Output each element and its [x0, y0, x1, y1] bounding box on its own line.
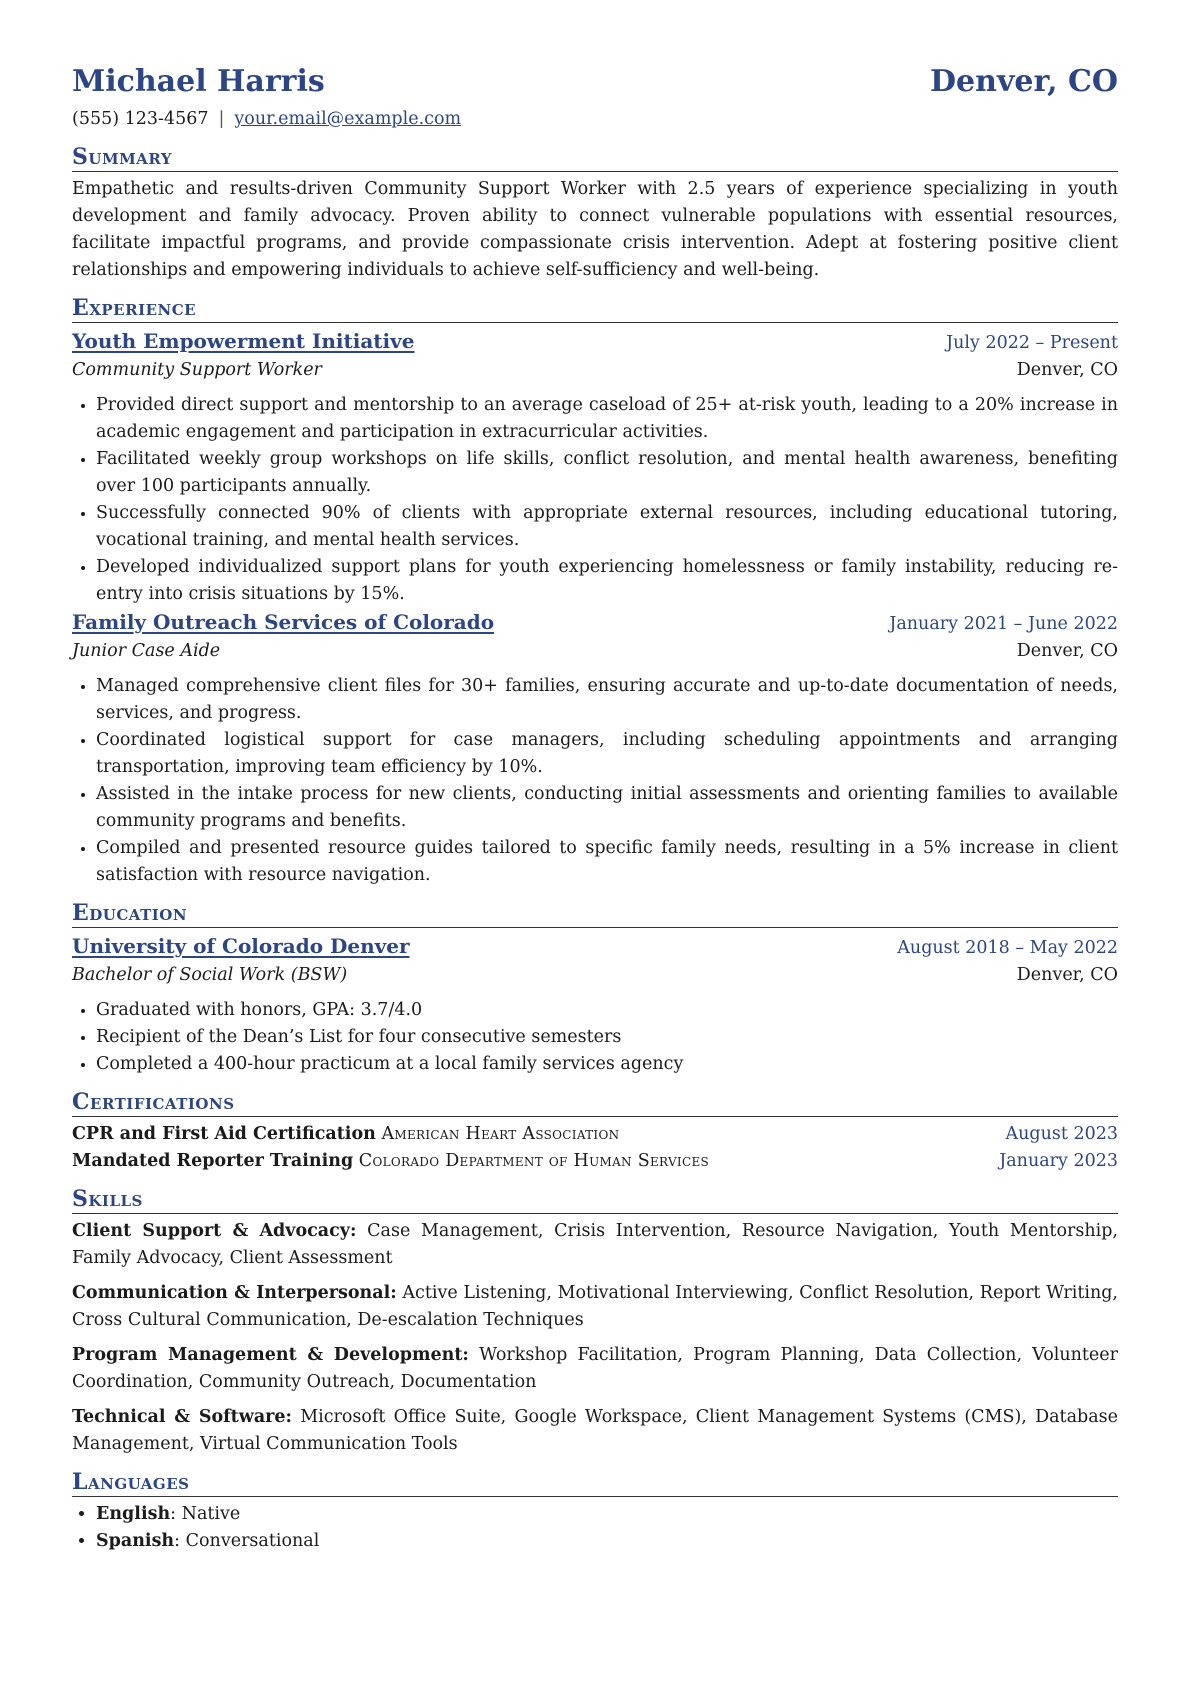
- languages-section: [72, 1468, 1118, 1555]
- skills-section: [72, 1185, 1118, 1458]
- skill-list: Microsoft Office Suite, Google Workspace, Client Management Systems (CMS), Database Management, Virtual Communication Tools: [72, 1407, 1118, 1454]
- job-title: Junior Case Aide: [72, 641, 221, 661]
- certification-date: January 2023: [999, 1151, 1118, 1171]
- skill-group: [72, 1404, 1118, 1458]
- email-link[interactable]: your.email@example.com: [234, 109, 462, 129]
- contact-separator: |: [218, 109, 225, 129]
- candidate-name: Michael Harris: [72, 64, 325, 99]
- contact-line: [72, 106, 1118, 133]
- language-list: [72, 1501, 1118, 1555]
- candidate-location: Denver, CO: [930, 64, 1118, 99]
- list-item: • Developed individualized support plans for youth experiencing homelessness or family instability, reducing re-entry into crisis situations by 15%.: [96, 554, 1118, 608]
- language-level: : Conversational: [174, 1531, 320, 1551]
- experience-entry: [72, 327, 1118, 608]
- experience-entry: [72, 608, 1118, 889]
- skill-list: Workshop Facilitation, Program Planning, Data Collection, Volunteer Coordination, Community Outreach, Documentation: [72, 1345, 1118, 1392]
- skill-group: [72, 1218, 1118, 1272]
- job-location: Denver, CO: [1016, 360, 1118, 380]
- education-dates: August 2018 – May 2022: [897, 938, 1118, 958]
- list-item: • Coordinated logistical support for case managers, including scheduling appointments and arranging transportation, improving team efficiency by 10%.: [96, 727, 1118, 781]
- bullet-list: [72, 997, 1118, 1078]
- employment-dates: July 2022 – Present: [946, 333, 1118, 353]
- list-item: • Provided direct support and mentorship to an average caseload of 25+ at-risk youth, leading to a 20% increase in academic engagement and participation in extracurricular activities.: [96, 392, 1118, 446]
- list-item: • Compiled and presented resource guides tailored to specific family needs, resulting in a 5% increase in client satisfaction with resource navigation.: [96, 835, 1118, 889]
- education-section: [72, 899, 1118, 1078]
- bullet-list: [72, 673, 1118, 889]
- skill-category: Communication & Interpersonal:: [72, 1283, 397, 1303]
- phone-number: (555) 123-4567: [72, 109, 209, 129]
- certification-date: August 2023: [1005, 1124, 1118, 1144]
- employment-dates: January 2021 – June 2022: [889, 614, 1118, 634]
- section-title-experience: Experience: [72, 294, 1118, 323]
- list-item: • Recipient of the Dean’s List for four consecutive semesters: [96, 1024, 1118, 1051]
- employer-name[interactable]: Family Outreach Services of Colorado: [72, 610, 495, 634]
- list-item: • Managed comprehensive client files for 30+ families, ensuring accurate and up-to-date documentation of needs, services, and progress.: [96, 673, 1118, 727]
- section-title-summary: Summary: [72, 143, 1118, 172]
- experience-section: [72, 294, 1118, 889]
- section-title-certifications: Certifications: [72, 1088, 1118, 1117]
- list-item: • Graduated with honors, GPA: 3.7/4.0: [96, 997, 1118, 1024]
- list-item: [96, 1528, 1118, 1555]
- bullet-list: [72, 392, 1118, 608]
- certification-row: [72, 1121, 1118, 1148]
- job-location: Denver, CO: [1016, 641, 1118, 661]
- list-item: • Successfully connected 90% of clients with appropriate external resources, including educational tutoring, vocational training, and mental health services.: [96, 500, 1118, 554]
- resume-header: [72, 62, 1118, 102]
- skill-list: Active Listening, Motivational Interviewing, Conflict Resolution, Report Writing, Cross Cultural Communication, De-escalation Techniques: [72, 1283, 1118, 1330]
- certifications-section: [72, 1088, 1118, 1175]
- job-title: Community Support Worker: [72, 360, 322, 380]
- section-title-skills: Skills: [72, 1185, 1118, 1214]
- degree-name: Bachelor of Social Work (BSW): [72, 965, 348, 985]
- language-name: Spanish: [96, 1531, 175, 1551]
- skill-category: Client Support & Advocacy:: [72, 1221, 357, 1241]
- list-item: [96, 1501, 1118, 1528]
- school-location: Denver, CO: [1016, 965, 1118, 985]
- certification-row: [72, 1148, 1118, 1175]
- certification-name: Mandated Reporter Training: [72, 1151, 354, 1171]
- skill-category: Technical & Software:: [72, 1407, 292, 1427]
- skill-list: Case Management, Crisis Intervention, Resource Navigation, Youth Mentorship, Family Advocacy, Client Assessment: [72, 1221, 1118, 1268]
- summary-section: [72, 143, 1118, 284]
- list-item: • Completed a 400-hour practicum at a local family services agency: [96, 1051, 1118, 1078]
- school-name[interactable]: University of Colorado Denver: [72, 934, 410, 958]
- certification-issuer: American Heart Association: [381, 1124, 620, 1144]
- section-title-education: Education: [72, 899, 1118, 928]
- employer-name[interactable]: Youth Empowerment Initiative: [72, 329, 415, 353]
- language-name: English: [96, 1504, 171, 1524]
- list-item: • Assisted in the intake process for new clients, conducting initial assessments and orienting families to available community programs and benefits.: [96, 781, 1118, 835]
- skill-category: Program Management & Development:: [72, 1345, 469, 1365]
- section-title-languages: Languages: [72, 1468, 1118, 1497]
- certification-name: CPR and First Aid Certification: [72, 1124, 376, 1144]
- skill-group: [72, 1280, 1118, 1334]
- language-level: : Native: [170, 1504, 241, 1524]
- skill-group: [72, 1342, 1118, 1396]
- certification-issuer: Colorado Department of Human Services: [358, 1151, 710, 1171]
- list-item: • Facilitated weekly group workshops on life skills, conflict resolution, and mental health awareness, benefiting over 100 participants annually.: [96, 446, 1118, 500]
- summary-text: Empathetic and results-driven Community Support Worker with 2.5 years of experience specializing in youth development and family advocacy. Proven ability to connect vulnerable populations with essential resources, facilitate impactful programs, and provide compassionate crisis intervention. Adept at fostering positive client relationships and empowering individuals to achieve self-sufficiency and well-being.: [72, 179, 1118, 280]
